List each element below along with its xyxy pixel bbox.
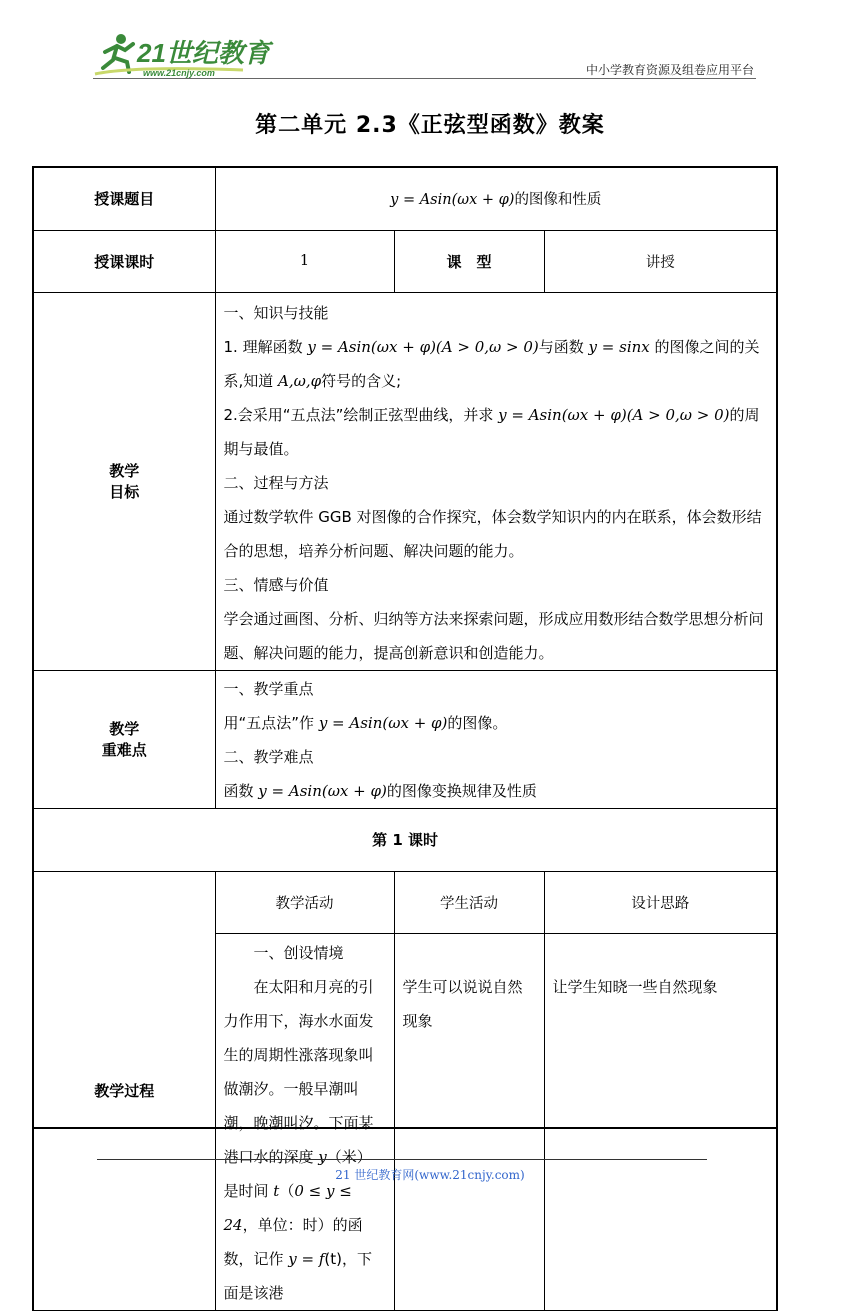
table-bottom-border (32, 1127, 776, 1129)
key-heading-1: 一、教学重点 (223, 679, 314, 698)
teaching-activity-content (215, 933, 394, 1310)
col-teaching-activity: 教学活动 (215, 871, 394, 933)
topic-value: y = Asin(ωx + φ)的图像和性质 (215, 167, 777, 230)
key-item-1: 用“五点法”作 y = Asin(ωx + φ)的图像。 (223, 713, 508, 732)
key-heading-2: 二、教学难点 (223, 747, 314, 766)
header-platform-text: 中小学教育资源及组卷应用平台 (585, 63, 754, 77)
goals-item-4: 学会通过画图、分析、归纳等方法来探索问题，形成应用数形结合数学思想分析问题、解决问题的能力，提高创新意识和创造能力。 (223, 609, 764, 662)
document-title: 第二单元 2.3《正弦型函数》教案 (255, 113, 605, 138)
site-logo (93, 30, 270, 80)
key-item-2: 函数 y = Asin(ωx + φ)的图像变换规律及性质 (223, 781, 537, 800)
design-idea-content: 让学生知晓一些自然现象 (544, 933, 777, 1310)
goals-label: 教学 目标 (33, 292, 215, 670)
footer-divider (97, 1159, 707, 1160)
teach-paragraph-1: 在太阳和月亮的引力作用下，海水水面发生的周期性涨落现象叫做潮汐。一般早潮叫潮，晚潮叫汐。下面某港口水的深度 y（米）是时间 t（0 ≤ y ≤ 24，单位：时）的函数，记作 y = f(t)，下面是该港 (223, 977, 374, 1302)
hours-label: 授课课时 (33, 230, 215, 292)
key-label: 教学 重难点 (33, 670, 215, 808)
type-label: 课 型 (394, 230, 544, 292)
col-student-activity: 学生活动 (394, 871, 544, 933)
key-content (215, 670, 777, 808)
topic-label: 授课题目 (33, 167, 215, 230)
header-divider (93, 78, 756, 79)
goals-heading-3: 三、情感与价值 (223, 575, 329, 594)
footer-text: 21 世纪教育网(www.21cnjy.com) (335, 1168, 525, 1182)
goals-item-3: 通过数学软件 GGB 对图像的合作探究，体会数学知识内的内在联系，体会数形结合的思想，培养分析问题、解决问题的能力。 (223, 507, 762, 560)
logo-url: www.21cnjy.com (143, 68, 215, 78)
teach-heading-1: 一、创设情境 (253, 943, 344, 962)
goals-heading-1: 一、知识与技能 (223, 303, 329, 322)
student-activity-content: 学生可以说说自然现象 (394, 933, 544, 1310)
logo-text: 21世纪教育 (137, 38, 270, 68)
hours-value: 1 (215, 230, 394, 292)
type-value: 讲授 (544, 230, 777, 292)
lesson-number-row: 第 1 课时 (33, 808, 777, 871)
goals-item-2: 2.会采用“五点法”绘制正弦型曲线，并求 y = Asin(ωx + φ)(A > 0,ω > 0)的周期与最值。 (223, 405, 760, 458)
goals-content (215, 292, 777, 670)
goals-item-1: 1. 理解函数 y = Asin(ωx + φ)(A > 0,ω > 0)与函数 y = sinx 的图像之间的关系,知道 A,ω,φ符号的含义; (223, 337, 760, 390)
col-design-idea: 设计思路 (544, 871, 777, 933)
runner-logo-icon (93, 30, 270, 80)
goals-heading-2: 二、过程与方法 (223, 473, 329, 492)
process-label: 教学过程 (33, 871, 215, 1310)
